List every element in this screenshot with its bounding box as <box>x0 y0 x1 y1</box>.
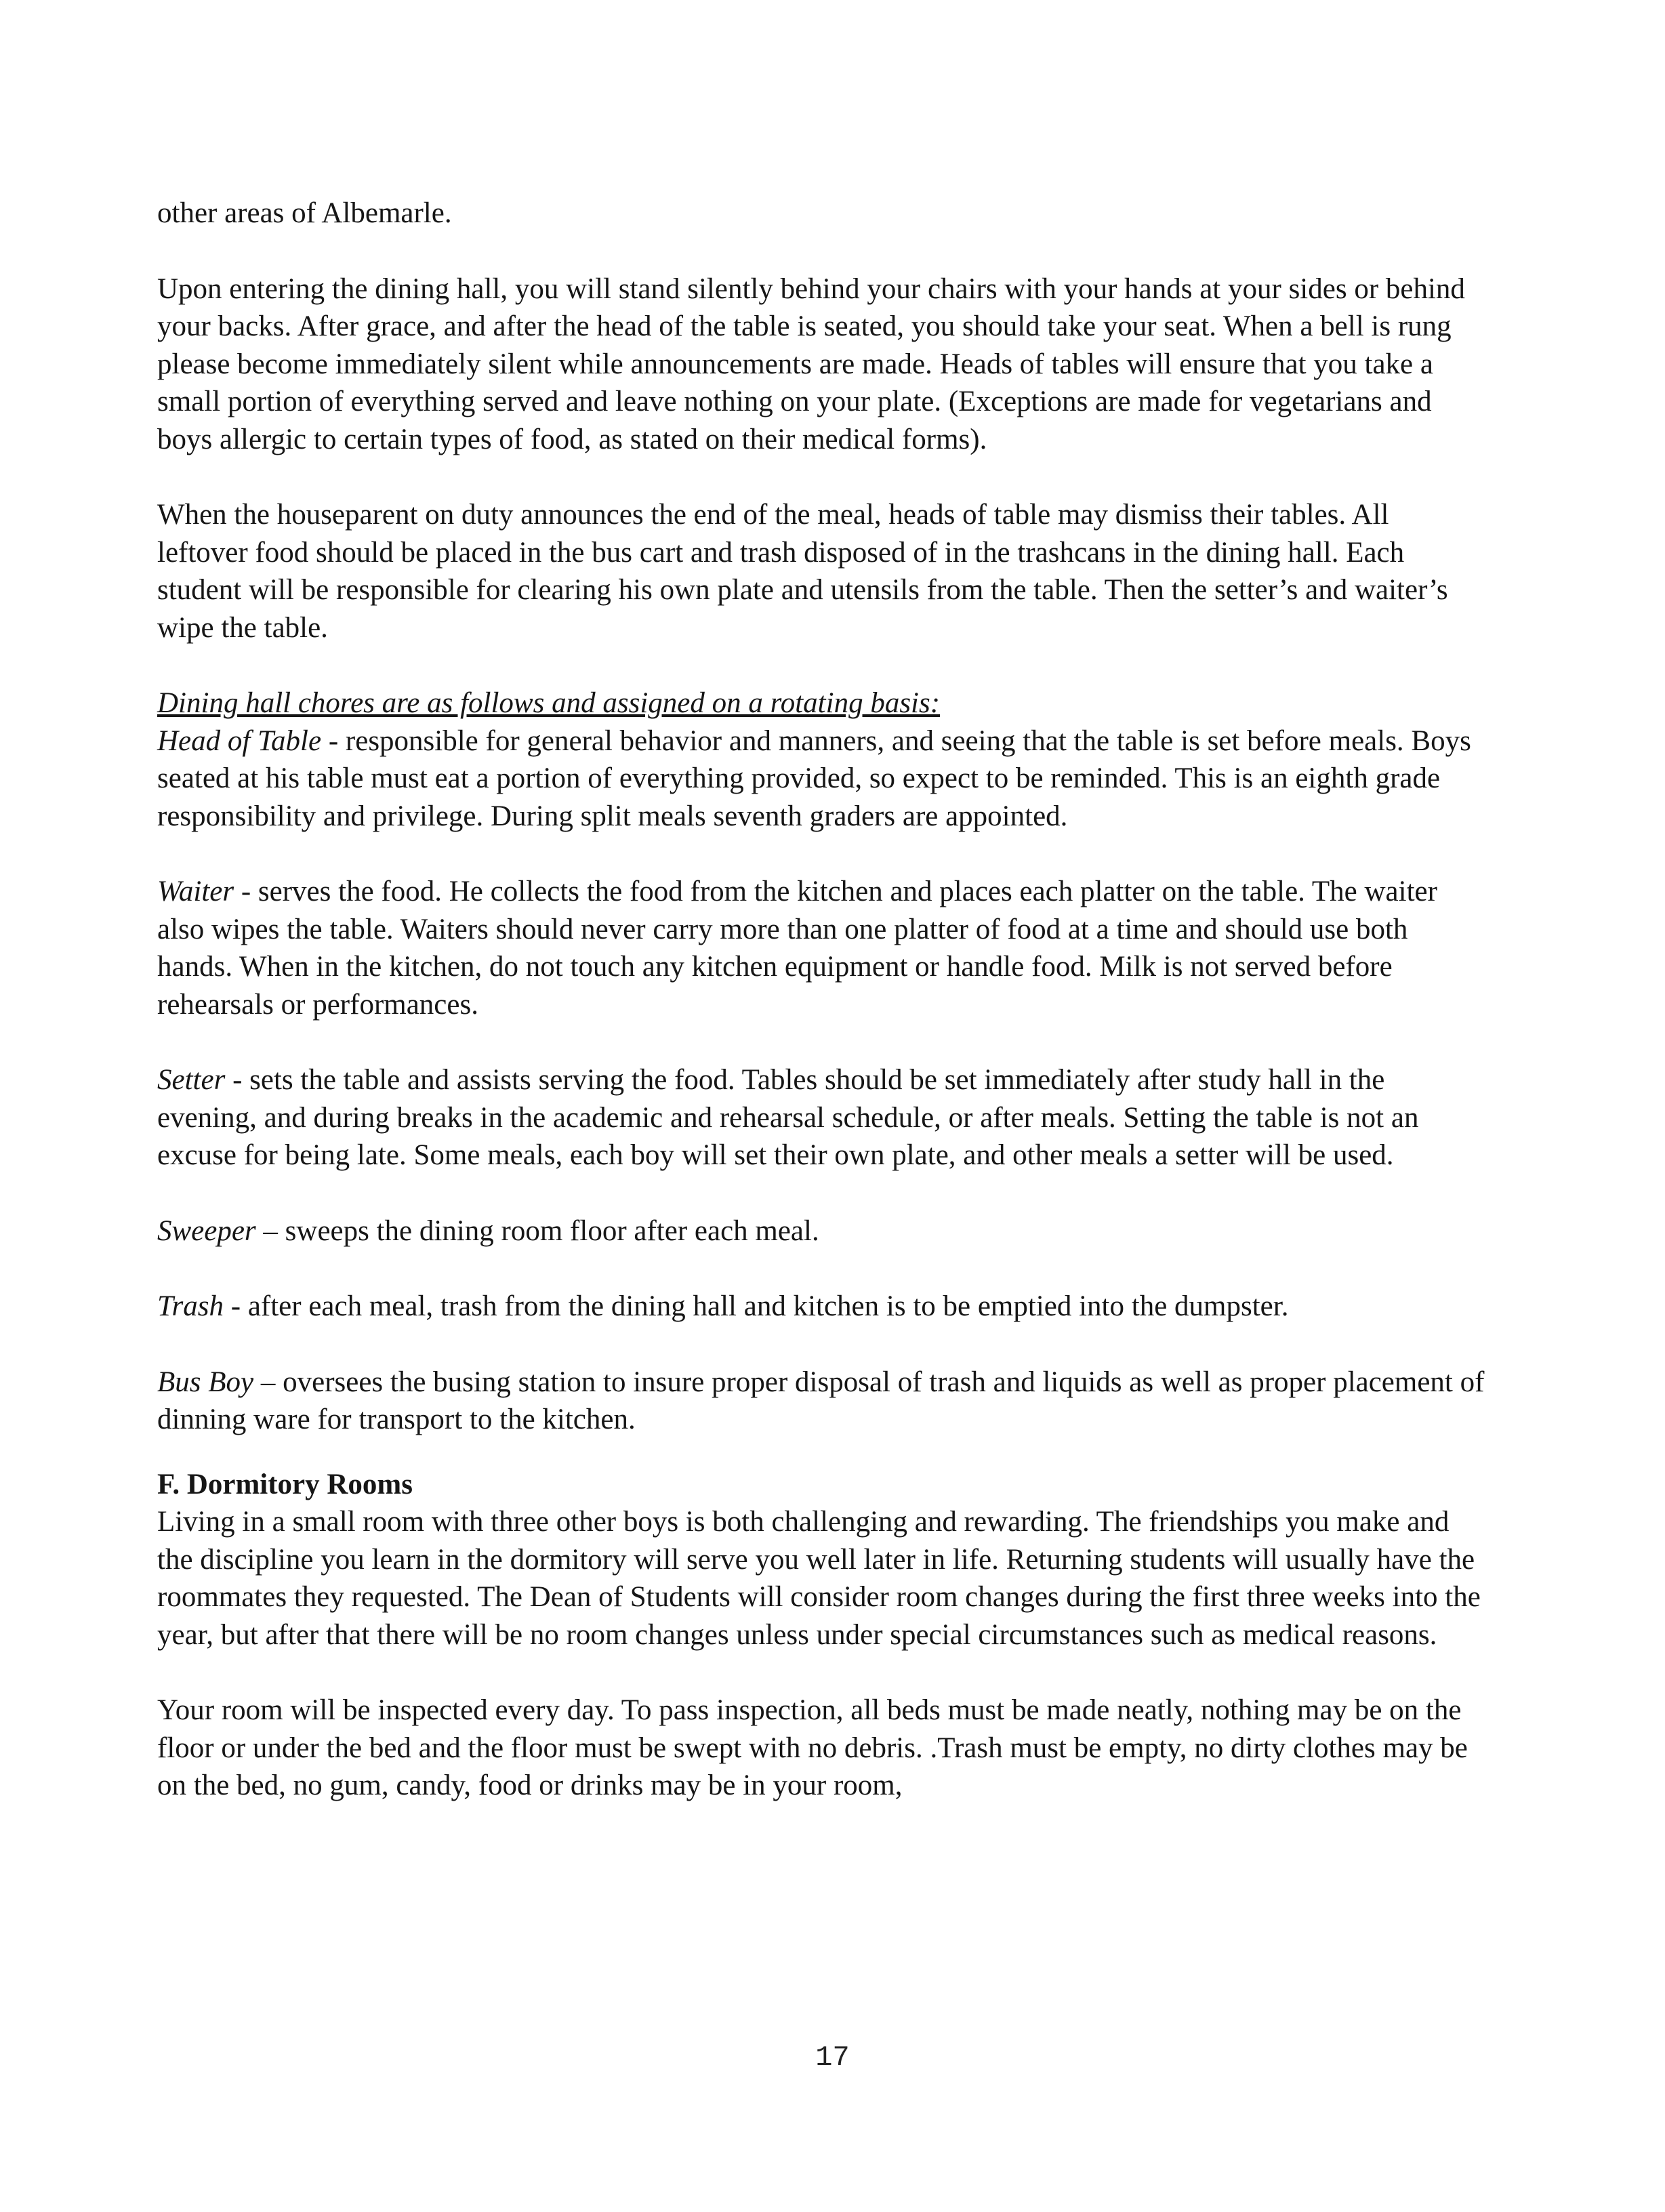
chore-term: Setter <box>157 1064 226 1096</box>
chore-setter <box>157 1061 1485 1174</box>
paragraph-spacer <box>157 458 1485 496</box>
chore-head-of-table <box>157 722 1485 836</box>
chore-sweeper <box>157 1212 1485 1250</box>
chore-description: – sweeps the dining room floor after each meal. <box>255 1214 819 1247</box>
section-heading-dormitory-rooms: F. Dormitory Rooms <box>157 1468 413 1500</box>
chore-trash <box>157 1288 1485 1326</box>
paragraph-spacer <box>157 1174 1485 1212</box>
chore-description: - serves the food. He collects the food from the kitchen and places each platter on the table. The waiter also wipes the table. Waiters should never carry more than one platter of food at a time and should use both hands. When in the kitchen, do not touch any kitchen equipment or handle food. Milk is not served before rehearsals or performances. <box>157 876 1437 1021</box>
chore-term: Bus Boy <box>157 1366 254 1398</box>
intro-continuation: other areas of Albemarle. <box>157 197 452 229</box>
chore-description: - responsible for general behavior and manners, and seeing that the table is set before meals. Boys seated at his table must eat a portion of everything provided, so expect to be reminded. This is an eighth grade responsibility and privilege. During split meals seventh graders are appointed. <box>157 724 1471 832</box>
paragraph-dormitory: Living in a small room with three other boys is both challenging and rewarding. The friendships you make and the discipline you learn in the dormitory will serve you well later in life. Returning students will usually have the roommates they requested. The Dean of Students will consider room changes during the first three weeks into the year, but after that there will be no room changes unless under special circumstances such as medical reasons. <box>157 1506 1481 1651</box>
paragraph-meal-dismissal: When the houseparent on duty announces the end of the meal, heads of table may dismiss their tables. All leftover food should be placed in the bus cart and trash disposed of in the trashcans in the dining hall. Each student will be responsible for clearing his own plate and utensils from the table. Then the setter’s and waiter’s wipe the table. <box>157 499 1448 644</box>
page-number: 17 <box>815 2041 850 2074</box>
chore-description: – oversees the busing station to insure proper disposal of trash and liquids as well as proper placement of dinning ware for transport to the kitchen. <box>157 1366 1485 1435</box>
paragraph-spacer <box>157 1326 1485 1364</box>
paragraph-spacer <box>157 647 1485 684</box>
paragraph-spacer <box>157 1023 1485 1061</box>
paragraph-room-inspection: Your room will be inspected every day. To pass inspection, all beds must be made neatly, nothing may be on the floor or under the bed and the floor must be swept with no debris. .Trash must be empty, no dirty clothes may be on the bed, no gum, candy, food or drinks may be in your room, <box>157 1694 1468 1801</box>
chore-term: Trash <box>157 1290 224 1322</box>
paragraph-spacer <box>157 232 1485 270</box>
page-body <box>157 194 1485 1805</box>
chore-bus-boy <box>157 1364 1485 1439</box>
chore-term: Head of Table <box>157 724 322 757</box>
chores-intro: Dining hall chores are as follows and assigned on a rotating basis: <box>157 687 941 719</box>
chore-description: - sets the table and assists serving the food. Tables should be set immediately after study hall in the evening, and during breaks in the academic and rehearsal schedule, or after meals. Setting the table is not an excuse for being late. Some meals, each boy will set their own plate, and other meals a setter will be used. <box>157 1064 1419 1171</box>
chore-waiter <box>157 873 1485 1023</box>
paragraph-spacer <box>157 1654 1485 1692</box>
paragraph-spacer <box>157 835 1485 873</box>
paragraph-spacer <box>157 1439 1485 1466</box>
chore-description: - after each meal, trash from the dining hall and kitchen is to be emptied into the dumpster. <box>224 1290 1289 1322</box>
chore-term: Sweeper <box>157 1214 256 1247</box>
chore-term: Waiter <box>157 876 234 907</box>
paragraph-entering-dining-hall: Upon entering the dining hall, you will stand silently behind your chairs with your hands at your sides or behind your backs. After grace, and after the head of the table is seated, you should take your seat. When a bell is rung please become immediately silent while announcements are made. Heads of tables will ensure that you take a small portion of everything served and leave nothing on your plate. (Exceptions are made for vegetarians and boys allergic to certain types of food, as stated on their medical forms). <box>157 272 1465 455</box>
paragraph-spacer <box>157 1250 1485 1288</box>
